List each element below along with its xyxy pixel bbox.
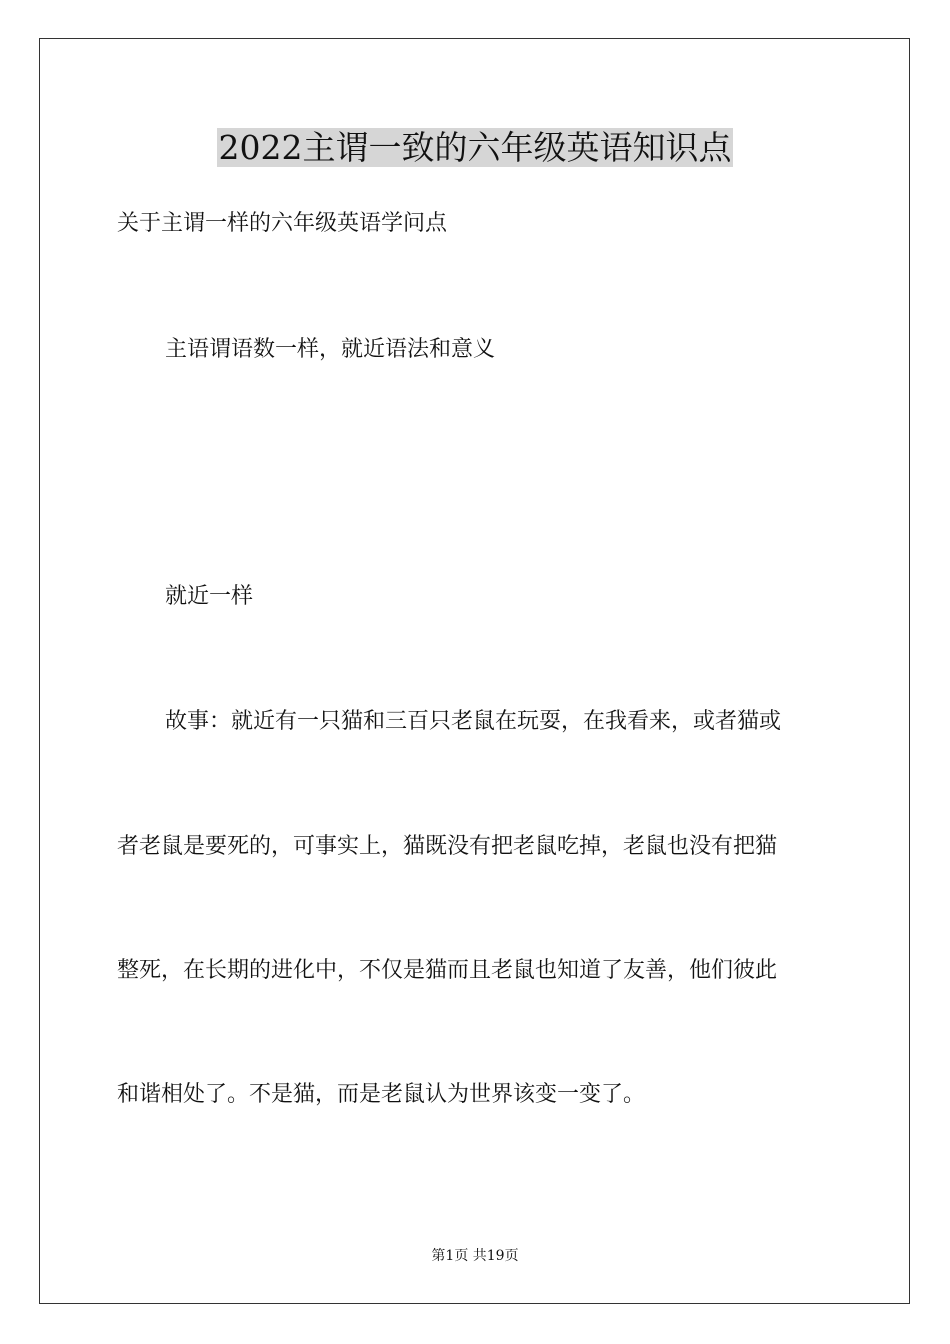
document-title [0,126,950,170]
paragraph-line: 故事：就近有一只猫和三百只老鼠在玩耍，在我看来，或者猫或 [165,709,782,734]
document-title-text: 2022主谓一致的六年级英语知识点 [218,128,732,167]
paragraph-line: 整死，在长期的进化中，不仅是猫而且老鼠也知道了友善，他们彼此 [117,958,778,983]
paragraph-line: 主语谓语数一样，就近语法和意义 [165,337,496,362]
section-heading: 就近一样 [165,584,254,609]
page-footer: 第1页 共19页 [431,1248,519,1264]
paragraph-line: 者老鼠是要死的，可事实上，猫既没有把老鼠吃掉，老鼠也没有把猫 [117,834,778,859]
document-subtitle: 关于主谓一样的六年级英语学问点 [117,211,448,236]
paragraph-line: 和谐相处了。不是猫，而是老鼠认为世界该变一变了。 [117,1082,646,1107]
